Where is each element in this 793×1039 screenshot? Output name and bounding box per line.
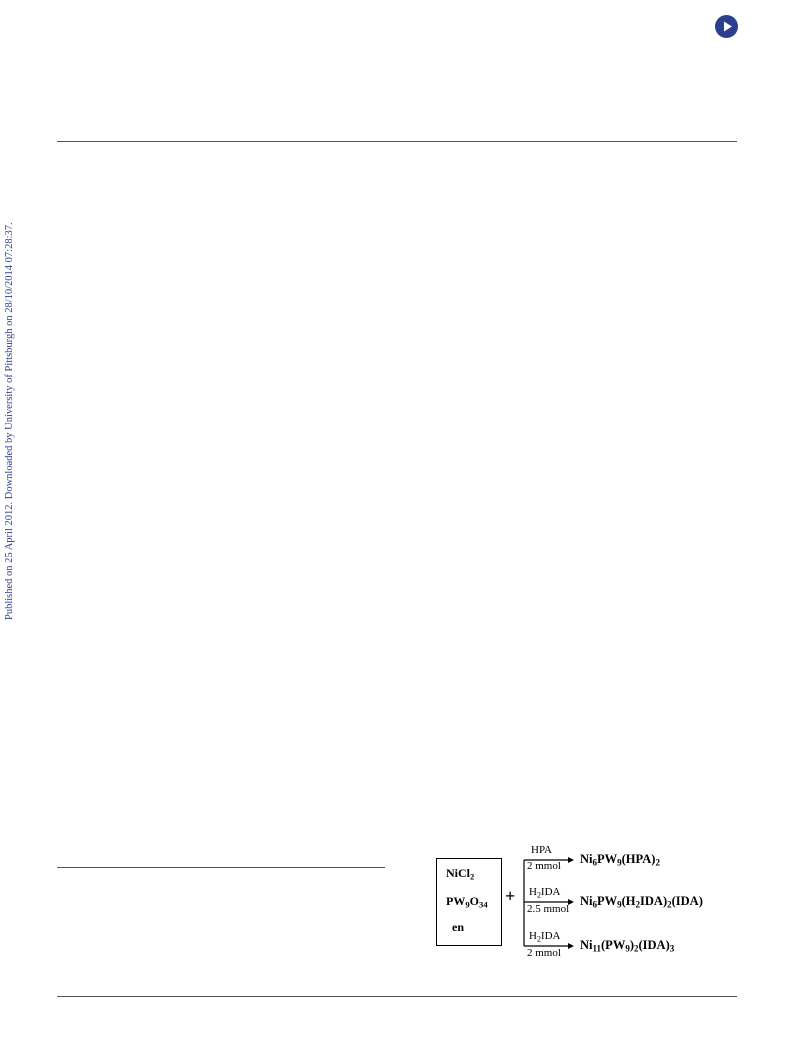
- product-sub: 2: [634, 943, 639, 954]
- reagent-label-3: [529, 930, 560, 942]
- product-text: Ni: [580, 938, 593, 952]
- reactant-text: PW: [446, 894, 466, 908]
- reactant-text: en: [452, 920, 464, 934]
- product-text: (IDA): [671, 894, 703, 908]
- reactant-sub: 9: [465, 899, 470, 910]
- amount-label-2: 2.5 mmol: [527, 903, 570, 915]
- reactant-sub: 34: [479, 899, 488, 910]
- footnote-divider: [57, 867, 385, 868]
- product-sub: 6: [592, 857, 597, 868]
- product-text: (IDA): [638, 938, 670, 952]
- reagent-label-2: [529, 886, 560, 898]
- product-text: (HPA): [621, 852, 656, 866]
- reactant-sub: 2: [470, 871, 475, 882]
- amount-label-1: 2 mmol: [527, 860, 561, 872]
- reaction-scheme: [430, 838, 730, 968]
- product-text: ): [629, 938, 634, 952]
- product-sub: 3: [669, 943, 675, 954]
- product-sub: 2: [635, 899, 641, 910]
- reagent-label-1: HPA: [531, 844, 552, 856]
- product-text: Ni: [580, 852, 593, 866]
- product-sub: 2: [667, 899, 672, 910]
- reagent-sub: 2: [536, 890, 541, 900]
- product-sub: 6: [592, 899, 597, 910]
- product-sub: 11: [592, 943, 602, 954]
- publication-link[interactable]: Published on 25 April 2012. Downloaded by University of Pittsburgh on 28/10/2014 07:28:37.: [4, 222, 15, 620]
- top-divider: [57, 141, 737, 142]
- product-text: (PW: [601, 938, 626, 952]
- arrow-1-head: [568, 857, 574, 863]
- product-2: [580, 894, 703, 909]
- bottom-divider: [57, 996, 737, 997]
- reagent-text: IDA: [540, 886, 561, 898]
- product-text: PW: [597, 894, 618, 908]
- product-text: (H: [621, 894, 636, 908]
- reagent-text: IDA: [540, 930, 561, 942]
- reagent-sub: 2: [536, 934, 541, 944]
- reactant-text: NiCl: [446, 866, 470, 880]
- publication-side-note: [4, 222, 15, 620]
- product-text: PW: [597, 852, 618, 866]
- reactant-text: O: [469, 894, 479, 908]
- product-sub: 9: [617, 857, 622, 868]
- product-1: [580, 852, 660, 867]
- arrow-3-head: [568, 943, 574, 949]
- product-3: [580, 938, 674, 953]
- reagent-text: H: [529, 886, 537, 898]
- plus-sign: +: [505, 886, 516, 906]
- play-button[interactable]: [715, 15, 738, 38]
- amount-label-3: 2 mmol: [527, 947, 561, 959]
- product-text: Ni: [580, 894, 593, 908]
- play-icon: [715, 15, 738, 38]
- product-sub: 2: [655, 857, 660, 868]
- product-sub: 9: [617, 899, 622, 910]
- product-text: IDA): [640, 894, 668, 908]
- product-sub: 9: [625, 943, 630, 954]
- reagent-text: H: [529, 930, 537, 942]
